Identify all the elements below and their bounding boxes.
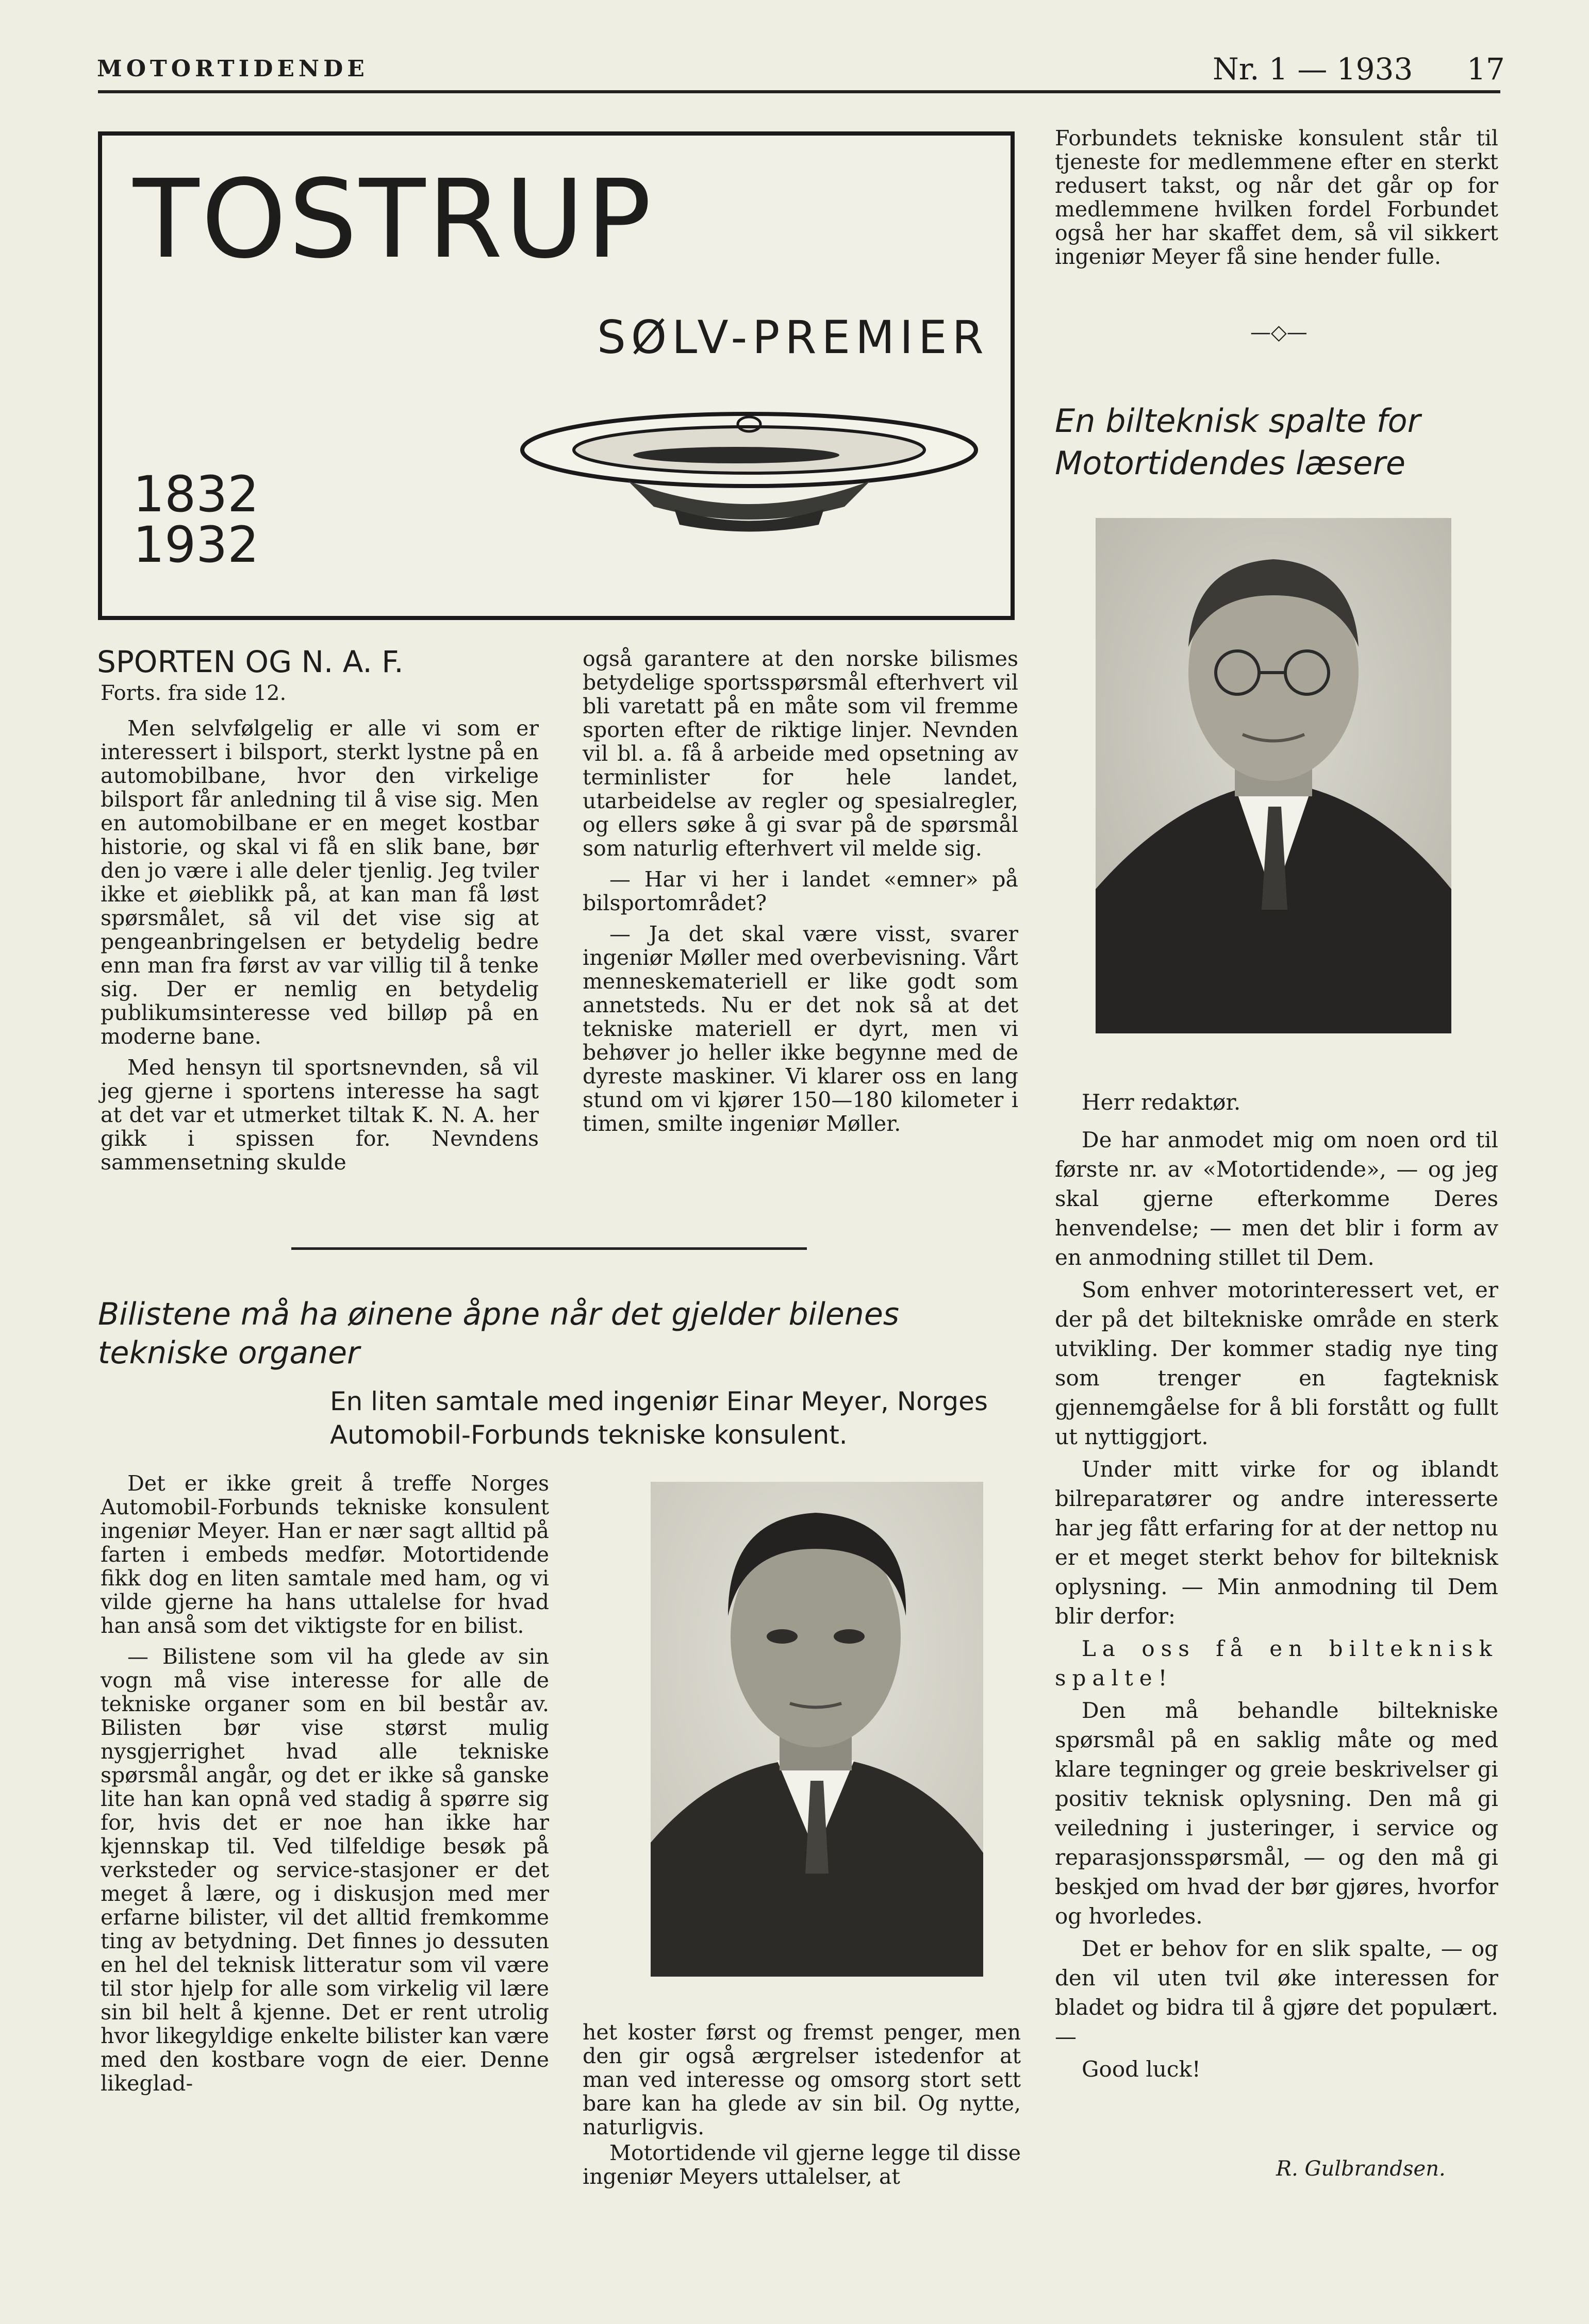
interview-column-2 (583, 2020, 1021, 2192)
sport-paragraph: også garantere at den norske bilismes betydelige sportsspørsmål efterhvert vil bli varetatt på en måte som vil fremme sporten efter de riktige linjer. Nevnden vil bl. a. få å arbeide med opsetning av terminlister for hele landet, utarbeidelse av regler og spesialregler, og ellers søke å gi svar på de spørsmål som naturlig efterhvert vil melde sig. (583, 646, 1018, 861)
interview-paragraph: Det er ikke greit å treffe Norges Automobil-Forbunds tekniske konsulent ingeniør Meyer. Han er nær sagt alltid på farten i embeds medfør. Motortidende fikk dog en liten samtale med ham, og vi vilde gjerne ha hans uttalelse for hvad han anså som det viktigste for en bilist. (101, 1471, 549, 1638)
advert-year-end: 1932 (133, 516, 259, 574)
letter-paragraph: Det er behov for en slik spalte, — og den vil uten tvil øke interessen for bladet og bidra til å gjøre det populært. — (1055, 1936, 1498, 2049)
continued-note: Forts. fra side 12. (101, 681, 287, 705)
magazine-name: MOTORTIDENDE (97, 56, 369, 82)
interview-paragraph: Motortidende vil gjerne legge til disse ingeniør Meyers uttalelser, at (583, 2141, 1021, 2189)
page-number: 17 (1467, 52, 1505, 87)
sport-paragraph: — Ja det skal være visst, svarer ingeniør Møller med overbevisning. Vårt menneskemateriell er like godt som annetsteds. Nu er det nok så at det tekniske materiell er dyrt, men vi behøver jo heller ikke begynne med de dyreste maskiner. Vi klarer oss en lang stund om vi kjører 150—180 kilometer i timen, smilte ingeniør Møller. (583, 922, 1018, 1136)
letter-request: La oss få en bilteknisk spalte! (1055, 1636, 1498, 1691)
letter-paragraph: De har anmodet mig om noen ord til første nr. av «Motortidende», — og jeg skal gjerne efterkomme Deres henvendelse; — men det blir i form av en anmodning stillet til Dem. (1055, 1127, 1498, 1270)
letter-paragraph: Under mitt virke for og iblandt bilreparatører og andre interesserte har jeg fått erfaring for at der nettop nu er et meget sterkt behov for bilteknisk oplysning. — Min anmodning til Dem blir derfor: (1055, 1457, 1498, 1629)
article-divider-rule (291, 1247, 807, 1250)
spalte-letter (1055, 1088, 1498, 2087)
interview-paragraph: het koster først og fremst penger, men den gir også ærgrelser istedenfor at man ved interesse og omsorg stort sett bare kan ha glede av sin bil. Og nytte, naturligvis. (583, 2020, 1021, 2139)
advert-year-start: 1832 (133, 465, 259, 523)
advert-brand: TOSTRUP (133, 156, 654, 282)
interview-paragraph: — Bilistene som vil ha glede av sin vogn må vise interesse for alle de tekniske organer som en bil består av. Bilisten bør vise størst mulig nysgjerrighet hvad alle tekniske spørsmål angår, og det er ikke så ganske lite han kan opnå ved stadig å spørre sig for, hvis det er noe han ikke har kjennskap til. Ved tilfeldige besøk på verksteder og service-stasjoner er det meget å lære, og i diskusjon med mer erfarne bilister, vil det alltid fremkomme ting av betydning. Det finnes jo dessuten en hel del teknisk litteratur som vil være til stor hjelp for alle som virkelig vil lære sin bil helt å kjenne. Det er rent utrolig hvor likegyldige enkelte bilister kan være med den kostbare vogn de eier. Denne likeglad- (101, 1644, 549, 2096)
advert-product: SØLV-PREMIER (597, 311, 989, 364)
sport-column-2 (583, 647, 1018, 1139)
letter-signature: R. Gulbrandsen. (1276, 2157, 1446, 2181)
silver-bowl-illustration (509, 404, 989, 538)
section-divider: —◇— (1250, 321, 1307, 344)
interview-headline-line1: Bilistene må ha øinene åpne når det gjelder bilenes (98, 1296, 899, 1332)
sport-paragraph: Med hensyn til sportsnevnden, så vil jeg gjerne i sportens interesse ha sagt at det var et utmerket tiltak K. N. A. her gikk i spissen for. Nevndens sammensetning skulde (101, 1055, 539, 1175)
interview-subheading-line2: Automobil-Forbunds tekniske konsulent. (330, 1420, 848, 1450)
right-top-column (1055, 126, 1498, 272)
consultant-note: Forbundets tekniske konsulent står til tjeneste for medlemmene efter en sterkt redusert takst, og når det går op for medlemmene hvilken fordel Forbundet også her har skaffet dem, så vil sikkert ingeniør Meyer få sine hender fulle. (1055, 126, 1498, 269)
spalte-heading-line1: En bilteknisk spalte for (1055, 402, 1421, 440)
sport-paragraph: — Har vi her i landet «emner» på bilsportområdet? (583, 867, 1018, 915)
interview-column-1 (101, 1472, 549, 2098)
letter-closing: Good luck! (1082, 2057, 1201, 2082)
tostrup-advert (98, 131, 1015, 620)
masthead-rule (98, 90, 1500, 93)
sport-paragraph: Men selvfølgelig er alle vi som er interessert i bilsport, sterkt lystne på en automobilbane, hvor den virkelige bilsport får anledning til å vise sig. Men en automobilbane er en meget kostbar historie, og skal vi få en slik bane, bør den jo være i alle deler tjenlig. Jeg tviler ikke et øieblikk på, at kan man få løst spørsmålet, så vil det vise sig at pengeanbringelsen er betydelig bedre enn man fra først av var villig til å tenke sig. Der er nemlig en betydelig publikumsinteresse ved billøp på en moderne bane. (101, 716, 539, 1049)
interview-subheading-line1: En liten samtale med ingeniør Einar Meyer, Norges (330, 1386, 988, 1416)
interview-headline-line2: tekniske organer (98, 1335, 360, 1371)
sport-column-1 (101, 716, 539, 1177)
letter-paragraph: Som enhver motorinteressert vet, er der på det biltekniske område en sterk utvikling. Der kommer stadig nye ting som trenger en fagteknisk gjennemgåelse for å bli forstått og fullt ut nyttiggjort. (1055, 1277, 1498, 1449)
portrait-photo-meyer (651, 1482, 983, 1977)
letter-salutation: Herr redaktør. (1082, 1090, 1241, 1115)
sport-heading: SPORTEN OG N. A. F. (97, 644, 404, 679)
letter-paragraph: Den må behandle biltekniske spørsmål på en saklig måte og med klare tegninger og greie beskrivelser gi positiv teknisk oplysning. Den må gi veiledning i justeringer, i service og reparasjonsspørsmål, — og den må gi beskjed om hvad der bør gjøres, hvorfor og hvorledes. (1055, 1698, 1498, 1929)
portrait-photo-gulbrandsen (1096, 518, 1451, 1033)
spalte-heading-line2: Motortidendes læsere (1055, 444, 1406, 482)
issue-number: Nr. 1 — 1933 (1213, 52, 1413, 87)
